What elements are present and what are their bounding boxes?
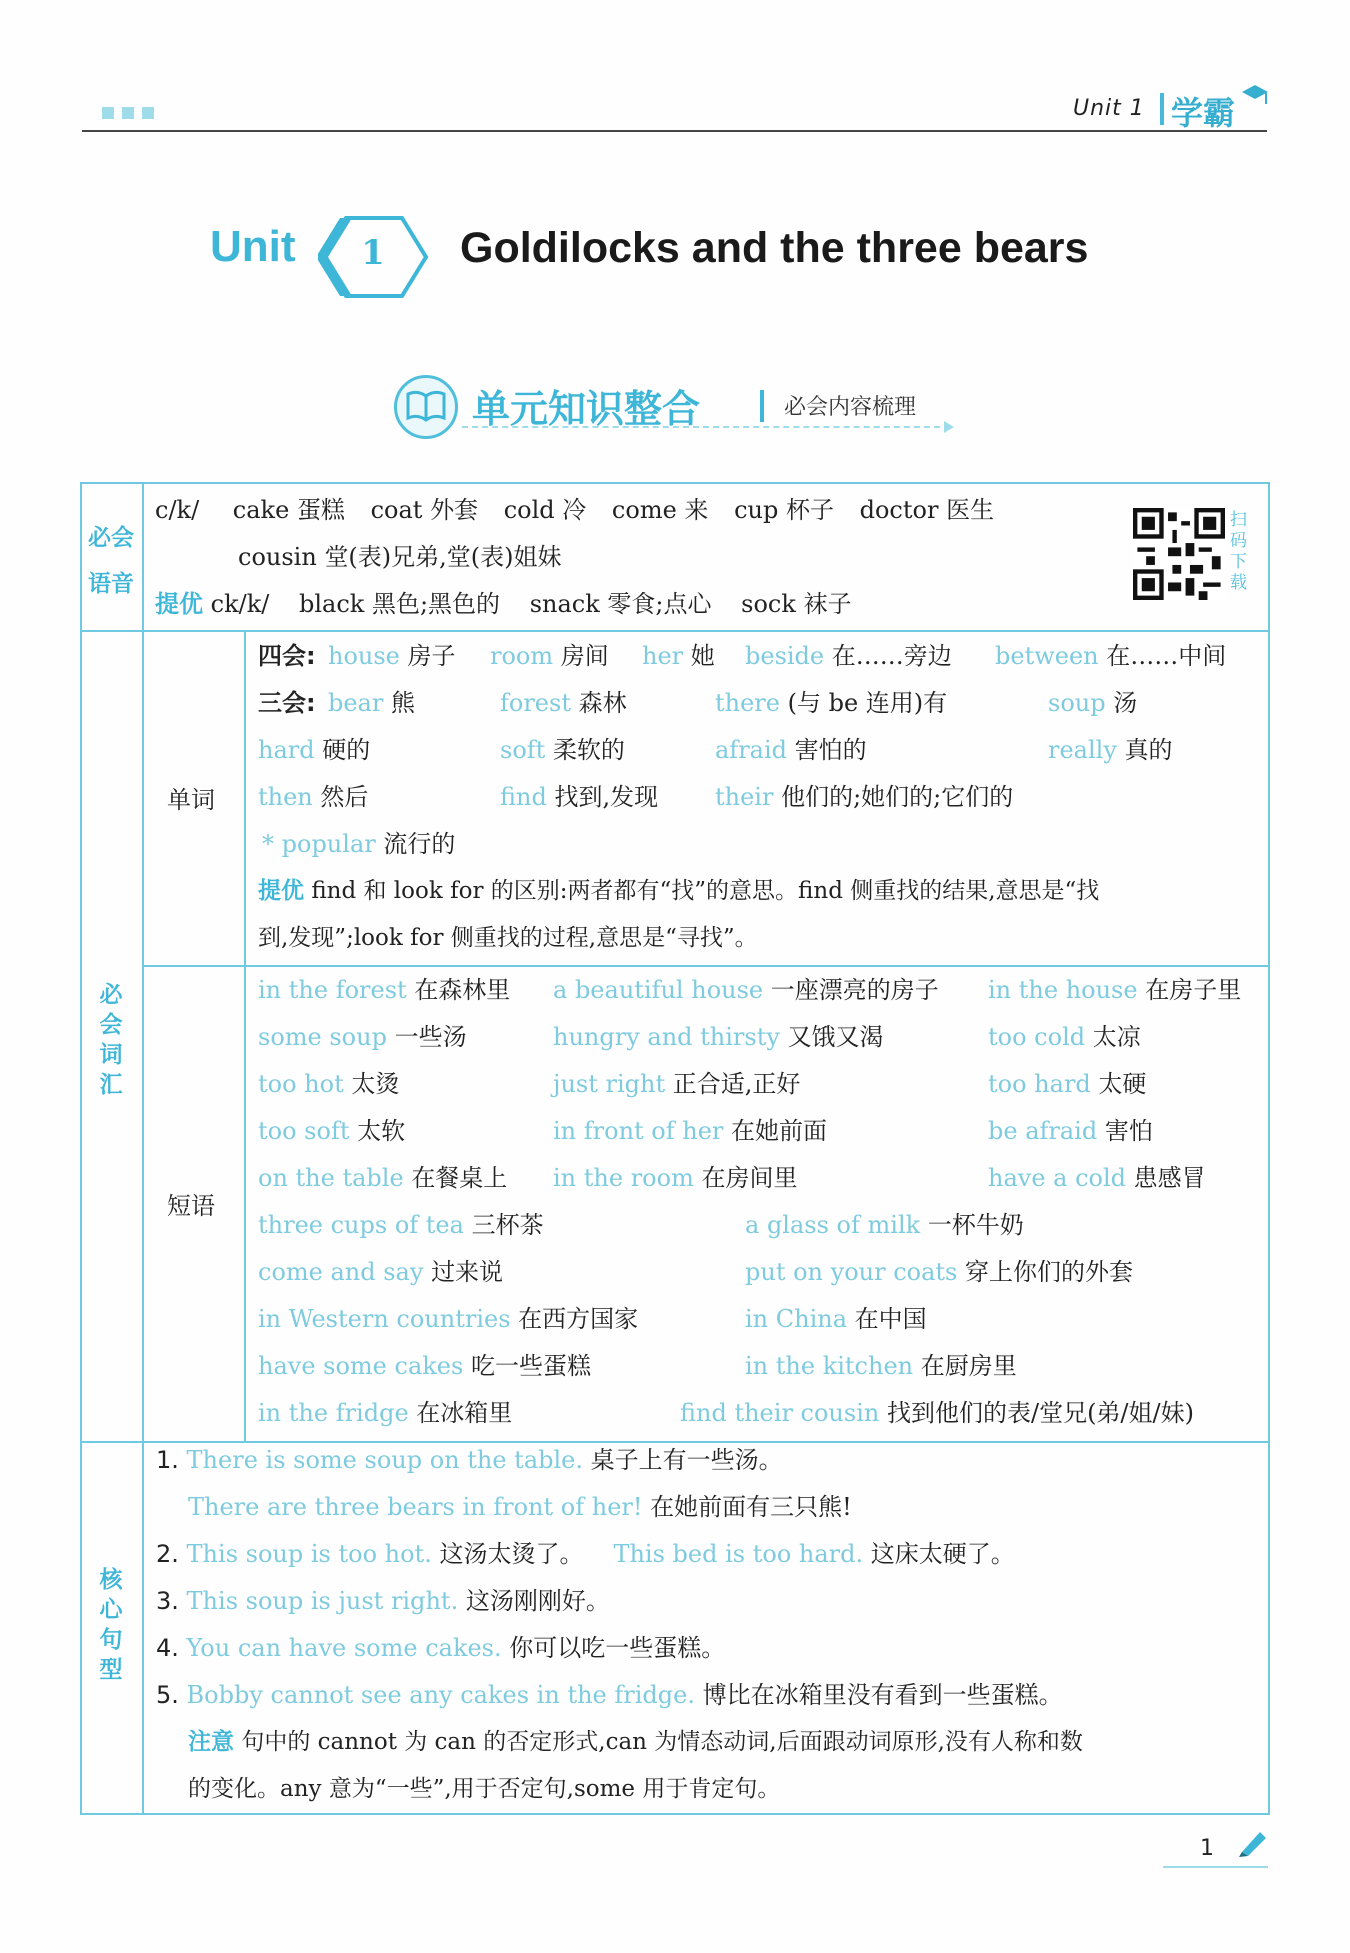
word-item: beside 在……旁边 <box>745 642 952 670</box>
pencil-icon <box>1236 1826 1270 1858</box>
brand-logo: 学霸 <box>1171 94 1236 132</box>
section-divider <box>760 390 764 422</box>
word-item: hard 硬的 <box>258 736 371 764</box>
section-subtitle: 必会内容梳理 <box>784 395 917 420</box>
phrase-item: a glass of milk 一杯牛奶 <box>745 1211 1024 1239</box>
word-item: between 在……中间 <box>995 642 1227 670</box>
word-item: find 找到,发现 <box>500 783 659 811</box>
note-label: 注意 <box>188 1729 234 1755</box>
col-divider <box>244 630 246 1441</box>
label-words: 单词 <box>167 786 215 814</box>
words-tip-line-2: 到,发现”;look for 侧重找的过程,意思是“寻找”。 <box>258 925 758 951</box>
word-item: their 他们的;她们的;它们的 <box>715 783 1014 811</box>
word-item: really 真的 <box>1048 736 1173 764</box>
qr-label: 扫码下载 <box>1230 510 1247 593</box>
phrase-item: too hot 太烫 <box>258 1070 400 1098</box>
sentence-item: There are three bears in front of her! 在她前面有三只熊! <box>188 1493 852 1521</box>
phonics-word: snack <box>529 590 600 618</box>
sentence-item: 1. There is some soup on the table. 桌子上有一些汤。 <box>156 1446 783 1474</box>
phrase-item: have some cakes 吃一些蛋糕 <box>258 1352 591 1380</box>
footer-rule <box>1163 1866 1268 1868</box>
words-level3-label: 三会: <box>258 689 316 717</box>
phonics-word: sock <box>741 590 796 618</box>
phrase-item: find their cousin 找到他们的表/堂兄(弟/姐/妹) <box>680 1399 1194 1427</box>
phrase-item: just right 正合适,正好 <box>553 1070 801 1098</box>
note-line-2: 的变化。any 意为“一些”,用于否定句,some 用于肯定句。 <box>188 1776 781 1802</box>
phonics-line-2: cousin 堂(表)兄弟,堂(表)姐妹 <box>238 543 562 571</box>
graduation-cap-icon <box>1240 82 1270 108</box>
row-divider <box>144 965 1270 967</box>
words-tip-line-1: 提优 find 和 look for 的区别:两者都有“找”的意思。find 侧重找的结果,意思是“找 <box>258 878 1100 904</box>
phrase-item: come and say 过来说 <box>258 1258 504 1286</box>
word-item: bear 熊 <box>328 689 415 717</box>
words-level4-label: 四会: <box>258 642 316 670</box>
section-underline <box>462 426 950 428</box>
phrase-item: on the table 在餐桌上 <box>258 1164 508 1192</box>
phrase-item: in the forest 在森林里 <box>258 976 511 1004</box>
label-sentences: 核心句型 <box>99 1567 123 1683</box>
phonics-line-1: c/k/ cake 蛋糕 coat 外套 cold 冷 come 来 cup 杯子 doctor 医生 <box>155 496 995 524</box>
phrase-item: put on your coats 穿上你们的外套 <box>745 1258 1133 1286</box>
phonics-word: cold <box>503 496 555 524</box>
header-square <box>122 107 134 119</box>
col-divider <box>142 482 144 1815</box>
phonics-word: cup <box>734 496 779 524</box>
tip-label: 提优 <box>258 878 304 904</box>
phonics-sound: c/k/ <box>155 496 200 524</box>
label-phonics: 必会语音 <box>88 525 134 597</box>
phrase-item: in the fridge 在冰箱里 <box>258 1399 513 1427</box>
header-unit-label: Unit 1 <box>1073 96 1145 121</box>
phrase-item: too hard 太硬 <box>988 1070 1147 1098</box>
unit-title: Goldilocks and the three bears <box>460 224 1089 272</box>
book-icon <box>404 388 448 424</box>
qr-code[interactable] <box>1133 508 1225 600</box>
sentence-item: 3. This soup is just right. 这汤刚刚好。 <box>156 1587 610 1615</box>
phrase-item: in front of her 在她前面 <box>553 1117 828 1145</box>
label-phrases: 短语 <box>167 1192 215 1220</box>
phrase-item: in the kitchen 在厨房里 <box>745 1352 1017 1380</box>
word-item: forest 森林 <box>500 689 627 717</box>
word-item: there (与 be 连用)有 <box>715 689 948 717</box>
section-title: 单元知识整合 <box>472 387 701 431</box>
sentence-item: 5. Bobby cannot see any cakes in the fridge. 博比在冰箱里没有看到一些蛋糕。 <box>156 1681 1063 1709</box>
phrase-item: three cups of tea 三杯茶 <box>258 1211 544 1239</box>
phonics-tip-line: 提优 ck/k/ black 黑色;黑色的 snack 零食;点心 sock 袜子 <box>155 590 852 618</box>
phonics-word: black <box>298 590 365 618</box>
header-divider <box>1160 93 1164 125</box>
label-vocab: 必会词汇 <box>99 982 123 1098</box>
phonics-word: doctor <box>859 496 939 524</box>
sentence-item: 4. You can have some cakes. 你可以吃一些蛋糕。 <box>156 1634 726 1662</box>
header-square <box>142 107 154 119</box>
word-item: afraid 害怕的 <box>715 736 867 764</box>
word-item: soft 柔软的 <box>500 736 625 764</box>
phrase-item: a beautiful house 一座漂亮的房子 <box>553 976 939 1004</box>
unit-word: Unit <box>210 222 296 271</box>
word-item: room 房间 <box>490 642 609 670</box>
row-divider <box>80 630 1270 632</box>
phrase-item: have a cold 患感冒 <box>988 1164 1206 1192</box>
arrow-icon <box>944 421 954 433</box>
unit-number: 1 <box>361 233 385 273</box>
phrase-item: too cold 太凉 <box>988 1023 1141 1051</box>
phrase-item: too soft 太软 <box>258 1117 406 1145</box>
word-item: house 房子 <box>328 642 456 670</box>
phrase-item: be afraid 害怕 <box>988 1117 1153 1145</box>
phrase-item: in Western countries 在西方国家 <box>258 1305 639 1333</box>
word-item-extra: * popular 流行的 <box>262 830 456 858</box>
phrase-item: some soup 一些汤 <box>258 1023 467 1051</box>
phonics-word: cake <box>232 496 290 524</box>
phrase-item: in China 在中国 <box>745 1305 927 1333</box>
note-line-1: 注意 句中的 cannot 为 can 的否定形式,can 为情态动词,后面跟动词原形,没有人称和数 <box>188 1729 1083 1755</box>
phrase-item: in the room 在房间里 <box>553 1164 798 1192</box>
phonics-word: coat <box>370 496 423 524</box>
phrase-item: hungry and thirsty 又饿又渴 <box>553 1023 884 1051</box>
word-item: her 她 <box>642 642 715 670</box>
page-number: 1 <box>1200 1836 1214 1861</box>
header-rule <box>82 130 1267 132</box>
sentence-item: 2. This soup is too hot. 这汤太烫了。 This bed is too hard. 这床太硬了。 <box>156 1540 1015 1568</box>
row-divider <box>80 1441 1270 1443</box>
tip-label: 提优 <box>155 590 203 618</box>
phrase-item: in the house 在房子里 <box>988 976 1242 1004</box>
word-item: then 然后 <box>258 783 369 811</box>
word-item: soup 汤 <box>1048 689 1138 717</box>
phonics-word: cousin <box>238 543 317 571</box>
header-square <box>102 107 114 119</box>
phonics-word: come <box>611 496 677 524</box>
